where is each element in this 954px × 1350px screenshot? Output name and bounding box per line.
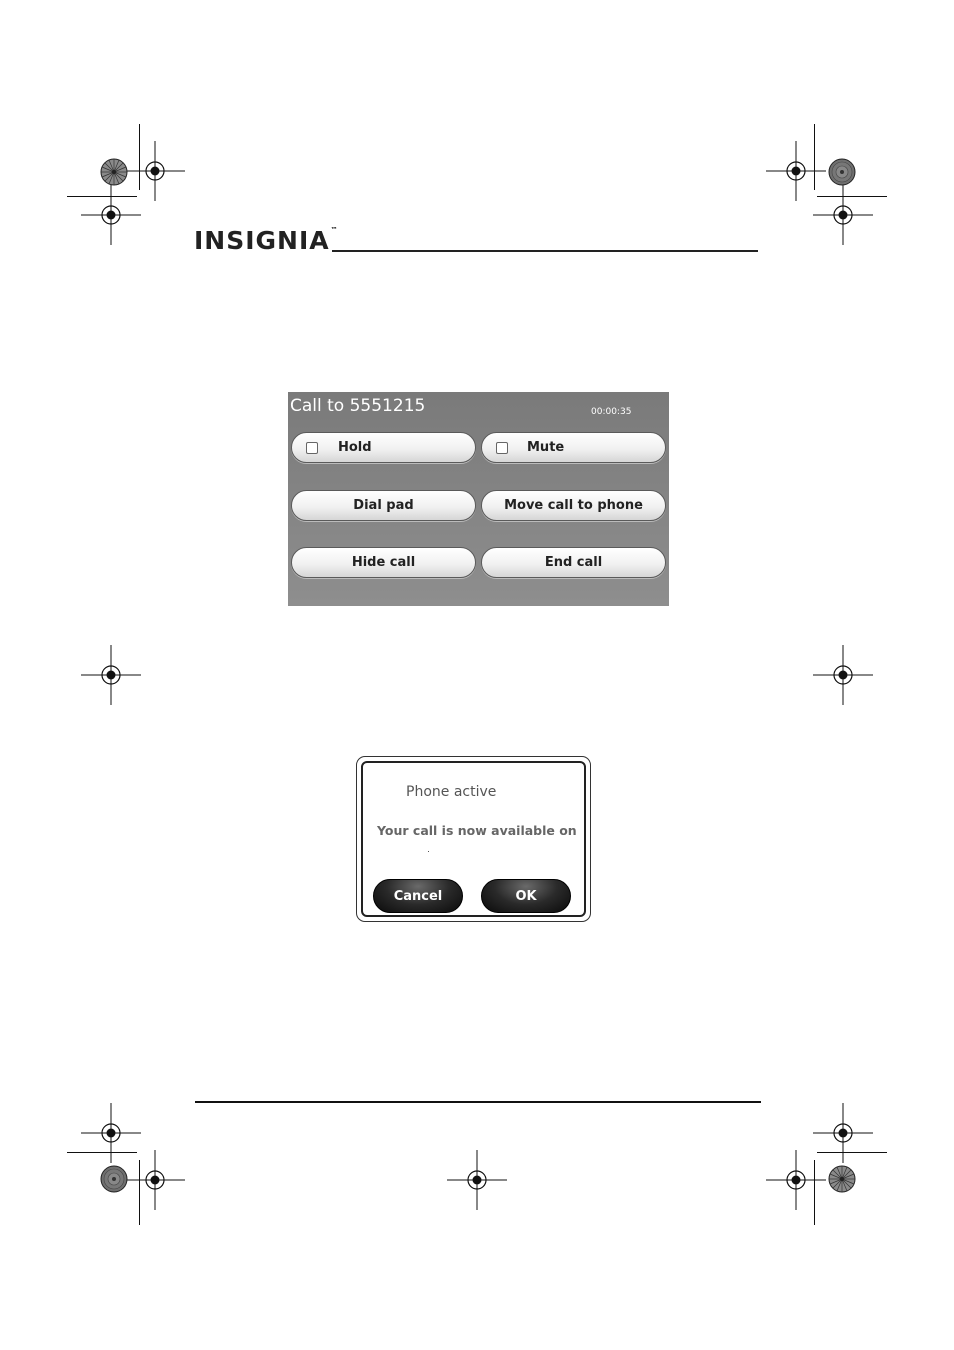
insignia-logo: INSIGNIA™ (194, 226, 339, 255)
starburst-target-top-right (827, 157, 857, 187)
registration-mark-bottom-center (447, 1150, 507, 1210)
trim-line (817, 1152, 887, 1153)
registration-mark-bottom-left-b (125, 1150, 185, 1210)
trim-line (139, 124, 140, 190)
registration-mark-mid-left (81, 645, 141, 705)
trim-line (814, 124, 815, 190)
hold-button[interactable] (291, 432, 476, 463)
registration-mark-top-left-b (81, 185, 141, 245)
dialog-title: Phone active (406, 784, 497, 800)
trim-line (67, 196, 137, 197)
registration-mark-top-right-b (813, 185, 873, 245)
end-call-button[interactable]: End call (481, 547, 666, 578)
mute-label: Mute (527, 440, 565, 455)
move-call-to-phone-button[interactable]: Move call to phone (481, 490, 666, 521)
hold-label: Hold (338, 440, 372, 455)
trim-line (67, 1152, 137, 1153)
dial-pad-button[interactable]: Dial pad (291, 490, 476, 521)
starburst-target-top-left (99, 157, 129, 187)
hide-call-button[interactable]: Hide call (291, 547, 476, 578)
dialog-message: Your call is now available on (377, 823, 577, 838)
registration-mark-mid-right (813, 645, 873, 705)
call-title: Call to 5551215 (290, 396, 426, 416)
trim-line (814, 1160, 815, 1225)
trim-line (139, 1160, 140, 1225)
footer-rule (195, 1101, 761, 1103)
call-screen (288, 392, 669, 606)
trim-line (817, 196, 887, 197)
hold-checkbox[interactable] (306, 442, 318, 454)
registration-mark-bottom-right-b (813, 1103, 873, 1163)
ok-button[interactable]: OK (481, 879, 571, 913)
dialog-dot (428, 851, 429, 852)
header-rule (332, 250, 758, 252)
cancel-button[interactable]: Cancel (373, 879, 463, 913)
starburst-target-bottom-left (99, 1164, 129, 1194)
starburst-target-bottom-right (827, 1164, 857, 1194)
call-timer: 00:00:35 (591, 407, 632, 417)
mute-checkbox[interactable] (496, 442, 508, 454)
mute-button[interactable] (481, 432, 666, 463)
